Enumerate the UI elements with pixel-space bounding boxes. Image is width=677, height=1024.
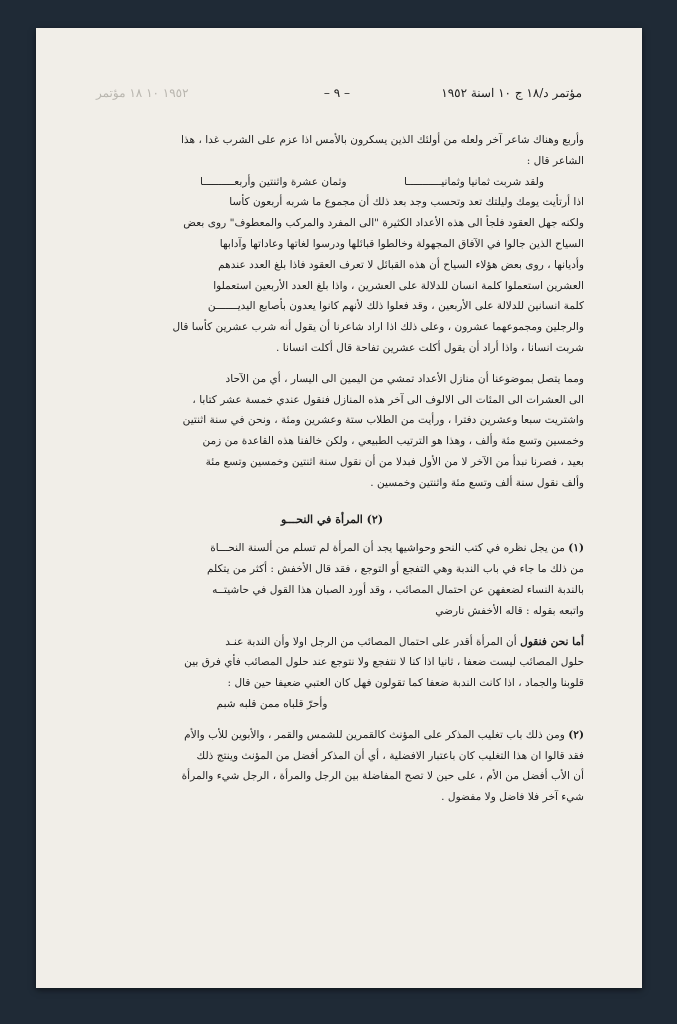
verse-first-hemistich: ولقد شربت ثمانيا وثمانيـــــــــــا bbox=[403, 175, 544, 188]
emphasis-text: أما نحن فنقول bbox=[520, 635, 584, 648]
text-line: بالندبة النساء لضعفهن عن احتمال المصائب ، وقد أورد الصبان هذا القول في حاشيتــه bbox=[212, 583, 584, 596]
text-line: وخمسين وتسع مئة وألف ، وهذا هو الترتيب الطبيعي ، ولكن خالفنا هذه القاعدة من زمن bbox=[202, 435, 584, 448]
document-page bbox=[36, 28, 642, 988]
text-line: فقد قالوا ان هذا التغليب كان باعتبار الافضلية ، أي أن المذكر أفضل من المؤنث وينتج ذلك bbox=[196, 749, 584, 762]
text-line: وألف نقول سنة ألف وتسع مئة واثنتين وخمسين . bbox=[370, 476, 584, 489]
item-number: (١) bbox=[568, 542, 584, 555]
text-line bbox=[80, 632, 584, 653]
text-line: حلول المصائب ليست ضعفا ، ثانيا اذا كنا لا نتفجع ولا نتوجع عند حلول المصائب فأي فرق بين bbox=[184, 656, 584, 669]
text-line: وأديانها ، روى بعض هؤلاء السياح أن هذه القبائل لا تعرف العقود فاذا بلغ العدد عندهم bbox=[218, 258, 584, 271]
text-line: وأربع وهناك شاعر آخر ولعله من أولئك الذين يسكرون بالأمس اذا عزم على الشرب غدا ، هذا bbox=[180, 134, 584, 146]
faded-stamp-text: ١٩٥٢ ١٠ ١٨ مؤتمر bbox=[96, 86, 189, 100]
verse-line: وأحرّ قلباه ممن قلبه شبم bbox=[216, 697, 328, 710]
text-line: واتبعه بقوله : قاله الأخفش نارضي bbox=[435, 604, 584, 617]
section-title: (٢) المرأة في النحـــو bbox=[280, 512, 384, 526]
item-text: من يجل نظره في كتب النحو وحواشيها يجد أن المرأة لم تسلم من ألسنة النحـــاة bbox=[210, 542, 565, 555]
page-header bbox=[96, 86, 582, 108]
text-line bbox=[80, 725, 584, 746]
text-line: شيء آخر فلا فاضل ولا مفضول . bbox=[441, 791, 584, 804]
text-line: والرجلين ومجموعهما عشرون ، وعلى ذلك اذا اراد شاعرنا أن يقول أنه شرب عشرين كأسا قال bbox=[172, 321, 584, 334]
item-number: (٢) bbox=[568, 728, 584, 741]
text-line: الى العشرات الى المئات الى الالوف الى آخر هذه المنازل فنقول عندي خمسة عشر كتابا ، bbox=[192, 393, 584, 406]
text-line: من ذلك ما جاء في باب الندبة وهي التفجع أو التوجع ، فقد قال الأخفش : أكثر من يتكلم bbox=[207, 563, 584, 576]
text-line: اذا أرتأيت يومك وليلتك تعد وتحسب وجد بعد ذلك أن مجموع ما شربه أربعون كأسا bbox=[229, 196, 584, 209]
text-line: ولكنه جهل العقود فلجأ الى هذه الأعداد الكثيرة "الى المفرد والمركب والمعطوف" روى بعض bbox=[183, 217, 584, 230]
document-body bbox=[80, 130, 584, 808]
text-line: شربت انسانا ، واذا أراد أن يقول أكلت عشرين تفاحة قال أكلت انسانا . bbox=[276, 341, 584, 354]
verse-second-hemistich: وثمان عشرة واثنتين وأربعــــــــــا bbox=[200, 175, 347, 188]
verse-line bbox=[200, 172, 544, 193]
text-line: الشاعر قال : bbox=[526, 154, 584, 167]
text-line: أن الأب أفضل من الأم ، على حين لا تصح المفاضلة بين الرجل والمرأة ، الرجل شيء والمرأة bbox=[181, 770, 584, 783]
text-line: العشرين استعملوا كلمة انسان للدلالة على العشرين ، واذا بلغ العدد الأربعين استعملوا bbox=[213, 279, 584, 292]
conference-reference: مؤتمر د/١٨ ج ١٠ اسنة ١٩٥٢ bbox=[441, 86, 582, 100]
text-line: قلوبنا والجماد ، اذا كانت الندبة ضعفا كما تقولون فهل كان العتبي ضعيفا حين قال : bbox=[227, 677, 584, 690]
item-text: أن المرأة أقدر على احتمال المصائب من الرجل اولا وأن الندبة عنـد bbox=[225, 635, 517, 648]
text-line: واشتريت سبعا وعشرين دفترا ، ورأيت من الطلاب ستة وعشرين ومئة ، ونحن في سنة اثنتين bbox=[182, 414, 584, 427]
text-line: كلمة انسانين للدلالة على الأربعين ، وقد فعلوا ذلك لأنهم كانوا يعدون بأصابع اليديـــــــن bbox=[207, 300, 584, 313]
page-number: – ٩ – bbox=[323, 86, 350, 100]
item-text: ومن ذلك باب تغليب المذكر على المؤنث كالقمرين للشمس والقمر ، والأبوين للأب والأم bbox=[184, 728, 565, 741]
text-line bbox=[80, 538, 584, 559]
text-line: السياح الذين جالوا في الآفاق المجهولة وخالطوا قبائلها ودرسوا لغاتها وعاداتها وآدابها bbox=[219, 237, 584, 250]
text-line: بعيد ، فصرنا نبدأ من الآخر لا من الأول فبدلا من أن نقول سنة اثنتين وخمسين وتسع مئة bbox=[205, 455, 584, 468]
text-line: ومما يتصل بموضوعنا أن منازل الأعداد تمشي من اليمين الى اليسار ، أي من الآحاد bbox=[225, 372, 584, 385]
